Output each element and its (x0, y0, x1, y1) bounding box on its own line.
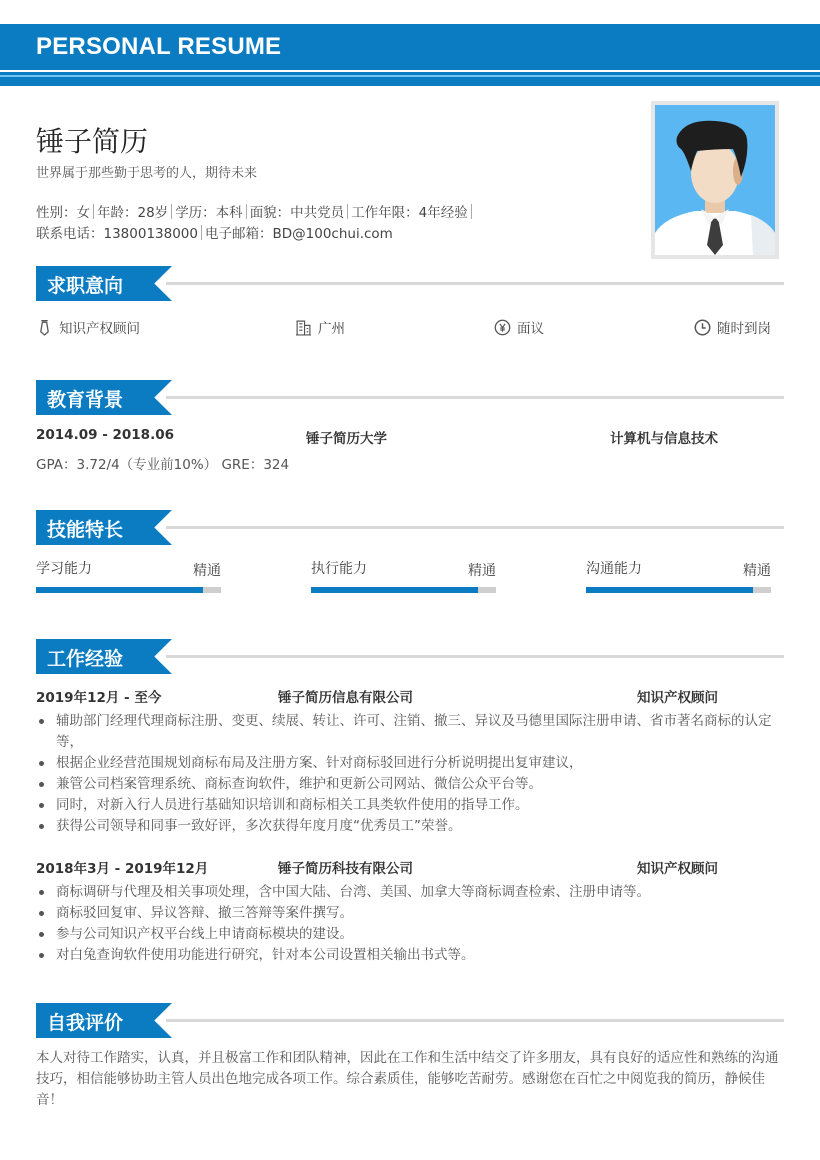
building-icon (295, 319, 312, 336)
banner-title: PERSONAL RESUME (36, 33, 282, 60)
list-item: 商标驳回复审、异议答辩、撤三答辩等案件撰写。 (36, 903, 786, 924)
list-item: 获得公司领导和同事一致好评，多次获得年度月度“优秀员工”荣誉。 (36, 816, 786, 837)
intent-salary (494, 317, 544, 337)
section-title: 技能特长 (47, 519, 124, 541)
avatar-icon (655, 105, 775, 255)
list-item: 参与公司知识产权平台线上申请商标模块的建设。 (36, 924, 786, 945)
job-title: 知识产权顾问 (637, 690, 718, 706)
intent-label: 知识产权顾问 (59, 321, 140, 337)
info-gender: 性别：女 (36, 205, 90, 221)
section-title: 工作经验 (47, 648, 124, 670)
skill-level: 精通 (193, 563, 221, 579)
skill-name: 执行能力 (311, 561, 367, 577)
banner-stripe (0, 77, 820, 86)
info-political: 面貌：中共党员 (249, 205, 345, 221)
divider (166, 526, 784, 529)
info-email: 电子邮箱：BD@100chui.com (204, 226, 393, 242)
list-item: 对白兔查询软件使用功能进行研究，针对本公司设置相关输出书式等。 (36, 945, 786, 966)
list-item: 商标调研与代理及相关事项处理，含中国大陆、台湾、美国、加拿大等商标调查检索、注册申请等。 (36, 882, 786, 903)
info-age: 年龄：28岁 (97, 205, 169, 221)
intent-label: 面议 (517, 321, 544, 337)
section-title: 自我评价 (47, 1012, 124, 1034)
info-experience: 工作年限：4年经验 (351, 205, 468, 221)
skill-progress-bar (586, 587, 771, 593)
skill-progress-bar (36, 587, 221, 593)
job-period: 2019年12月 - 至今 (36, 690, 162, 706)
intent-city (295, 317, 345, 337)
self-evaluation-text: 本人对待工作踏实，认真，并且极富工作和团队精神，因此在工作和生活中结交了许多朋友，具有良好的适应性和熟练的沟通技巧，相信能够协助主管人员出色地完成各项工作。综合素质佳，能够吃苦耐劳。感谢您在百忙之中阅览我的简历，静候佳音！ (36, 1050, 779, 1108)
skill-level: 精通 (743, 563, 771, 579)
intent-label: 随时到岗 (717, 321, 771, 337)
job-title: 知识产权顾问 (637, 861, 718, 877)
section-title: 求职意向 (47, 275, 124, 297)
tie-icon (36, 319, 53, 336)
skill-level: 精通 (468, 563, 496, 579)
motto: 世界属于那些勤于思考的人，期待未来 (36, 166, 258, 181)
list-item: 兼管公司档案管理系统、商标查询软件，维护和更新公司网站、微信公众平台等。 (36, 774, 786, 795)
divider (166, 1019, 784, 1022)
intent-position (36, 317, 140, 337)
job-period: 2018年3月 - 2019年12月 (36, 861, 209, 877)
divider (166, 282, 784, 285)
list-item: 同时，对新入行人员进行基础知识培训和商标相关工具类软件使用的指导工作。 (36, 795, 786, 816)
job-company: 锤子简历科技有限公司 (278, 861, 413, 877)
skill-name: 学习能力 (36, 561, 92, 577)
divider (166, 396, 784, 399)
section-header-self (36, 1003, 784, 1038)
list-item: 辅助部门经理代理商标注册、变更、续展、转让、许可、注销、撤三、异议及马德里国际注册申请、省市著名商标的认定等， (36, 711, 786, 753)
intent-availability (694, 317, 771, 337)
skill-progress-bar (311, 587, 496, 593)
info-phone: 联系电话：13800138000 (36, 226, 198, 242)
education-school: 锤子简历大学 (306, 431, 387, 447)
education-period: 2014.09 - 2018.06 (36, 427, 174, 443)
info-education: 学历：本科 (175, 205, 243, 221)
clock-icon (694, 319, 711, 336)
intent-label: 广州 (318, 321, 345, 337)
section-header-work (36, 639, 784, 674)
header-banner (0, 24, 820, 70)
candidate-name: 锤子简历 (36, 125, 149, 158)
yen-icon (494, 319, 511, 336)
list-item: 根据企业经营范围规划商标布局及注册方案、针对商标驳回进行分析说明提出复审建议， (36, 753, 786, 774)
divider (166, 655, 784, 658)
job-duties (36, 882, 786, 966)
section-header-skills (36, 510, 784, 545)
job-company: 锤子简历信息有限公司 (278, 690, 413, 706)
contact-info-row (36, 222, 393, 242)
job-duties (36, 711, 786, 837)
education-detail: GPA：3.72/4（专业前10%） GRE：324 (36, 457, 290, 473)
skill-name: 沟通能力 (586, 561, 642, 577)
basic-info-row (36, 201, 475, 221)
section-header-intent (36, 266, 784, 301)
education-major: 计算机与信息技术 (610, 431, 718, 447)
profile-photo (651, 101, 779, 259)
section-header-education (36, 380, 784, 415)
section-title: 教育背景 (47, 389, 124, 411)
